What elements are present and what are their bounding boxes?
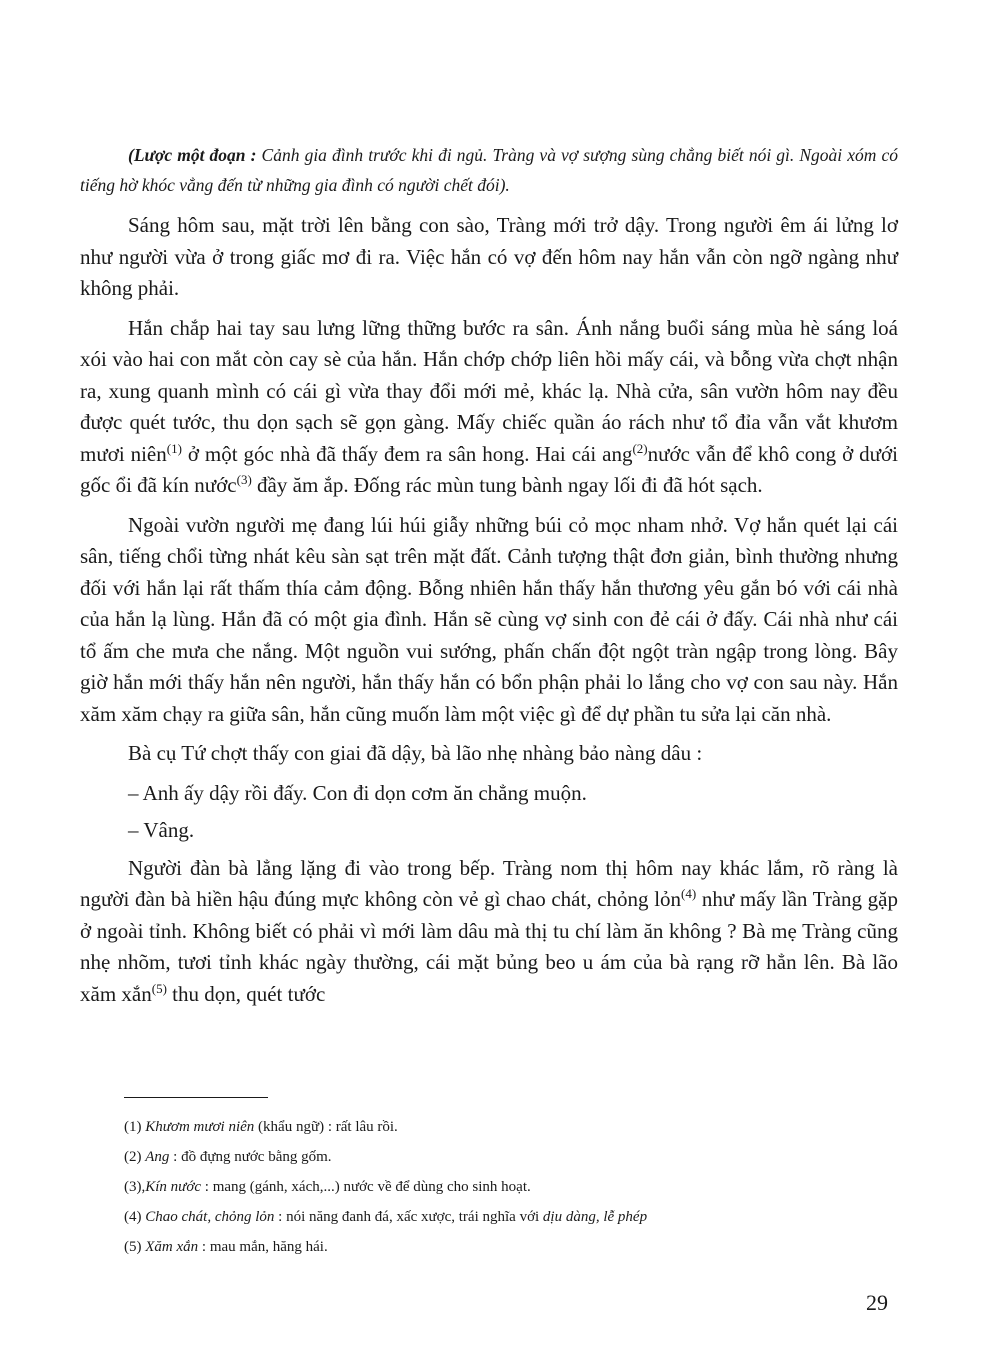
paragraph-3: Ngoài vườn người mẹ đang lúi húi giẫy những búi cỏ mọc nham nhở. Vợ hắn quét lại cái sân, tiếng chổi từng nhát kêu sàn sạt trên mặt đất. Cảnh tượng thật đơn giản, bình thường nhưng đối với hắn lại rất thấm thía cảm động. Bỗng nhiên hắn thấy hắn thương yêu gắn bó với cái nhà của hắn lạ lùng. Hắn đã có một gia đình. Hắn sẽ cùng vợ sinh con đẻ cái ở đấy. Cái nhà như cái tổ ấm che mưa che nắng. Một nguồn vui sướng, phấn chấn đột ngột tràn ngập trong lòng. Bây giờ hắn mới thấy hắn nên người, hắn thấy hắn có bổn phận phải lo lắng cho vợ con sau này. Hắn xăm xăm chạy ra giữa sân, hắn cũng muốn làm một việc gì để dự phần tu sửa lại căn nhà. — [80, 512, 898, 726]
omitted-text: Cảnh gia đình trước khi đi ngủ. Tràng và vợ sượng sùng chẳng biết nói gì. Ngoài xóm có tiếng hờ khóc vẳng đến từ những gia đình có người chết đói). — [80, 145, 899, 195]
footnote-5: (5) Xăm xắn : mau mắn, hăng hái. — [124, 1239, 328, 1255]
dialogue-line-2: – Vâng. — [128, 818, 195, 842]
dialogue-line-1: – Anh ấy dậy rồi đấy. Con đi dọn cơm ăn chẳng muộn. — [128, 780, 587, 805]
footnote-1: (1) Khươm mươi niên (khẩu ngữ) : rất lâu rồi. — [124, 1119, 398, 1135]
footnote-divider — [124, 1097, 268, 1098]
footnote-ref-2: (2) — [632, 440, 648, 456]
paragraph-4: Bà cụ Tứ chợt thấy con giai đã dậy, bà lão nhẹ nhàng bảo nàng dâu : — [128, 741, 703, 765]
omitted-passage-note — [80, 140, 898, 200]
footnotes — [124, 1112, 884, 1262]
paragraph-2: Hắn chắp hai tay sau lưng lững thững bước ra sân. Ánh nắng buổi sáng mùa hè sáng loá xói vào hai con mắt còn cay sè của hắn. Hắn chớp chớp liên hồi mấy cái, và bỗng vừa chợt nhận ra, xung quanh mình có cái gì vừa thay đổi mới mẻ, khác lạ. Nhà cửa, sân vườn hôm nay đều được quét tước, thu dọn sạch sẽ gọn gàng. Mấy chiếc quần áo rách như tổ đỉa vẫn vắt khươm mươi niên$^{(1)}$ ở một góc nhà đã thấy đem ra sân hong. Hai cái ang$^{(2)}$nước vẫn để khô cong ở dưới gốc ổi đã kín nước$^{(3)}$ đầy ăm ắp. Đống rác mùn tung bành ngay lối đi đã hót sạch. — [80, 315, 898, 497]
footnote-ref-5: (5) — [151, 980, 167, 996]
footnote-ref-1: (1) — [166, 440, 182, 456]
footnote-ref-4: (4) — [681, 886, 697, 901]
footnote-ref-3: (3) — [236, 472, 252, 487]
footnote-2: (2) Ang : đồ đựng nước bằng gốm. — [124, 1149, 332, 1165]
omitted-lead: (Lược một đoạn : — [128, 145, 257, 165]
paragraph-1: Sáng hôm sau, mặt trời lên bằng con sào, Tràng mới trở dậy. Trong người êm ái lửng lơ như người vừa ở trong giấc mơ đi ra. Việc hắn có vợ đến hôm nay hắn vẫn còn ngỡ ngàng như không phải. — [80, 213, 898, 300]
page-number: 29 — [866, 1290, 888, 1315]
footnote-4: (4) Chao chát, chỏng lỏn : nói năng đanh đá, xấc xược, trái nghĩa với dịu dàng, lễ phép — [124, 1209, 648, 1225]
main-text — [80, 140, 898, 1018]
footnote-3: (3),Kín nước : mang (gánh, xách,...) nước về để dùng cho sinh hoạt. — [124, 1179, 531, 1195]
paragraph-5: Người đàn bà lẳng lặng đi vào trong bếp. Tràng nom thị hôm nay khác lắm, rõ ràng là người đàn bà hiền hậu đúng mực không còn vẻ gì chao chát, chỏng lỏn$^{(4)}$ như mấy lần Tràng gặp ở ngoài tỉnh. Không biết có phải vì mới làm dâu mà thị tu chí làm ăn không ? Bà mẹ Tràng cũng nhẹ nhõm, tươi tỉnh khác ngày thường, cái mặt bủng beo u ám của bà rạng rỡ hẳn lên. Bà lão xăm xắn$^{(5)}$ thu dọn, quét tước — [80, 855, 898, 1006]
